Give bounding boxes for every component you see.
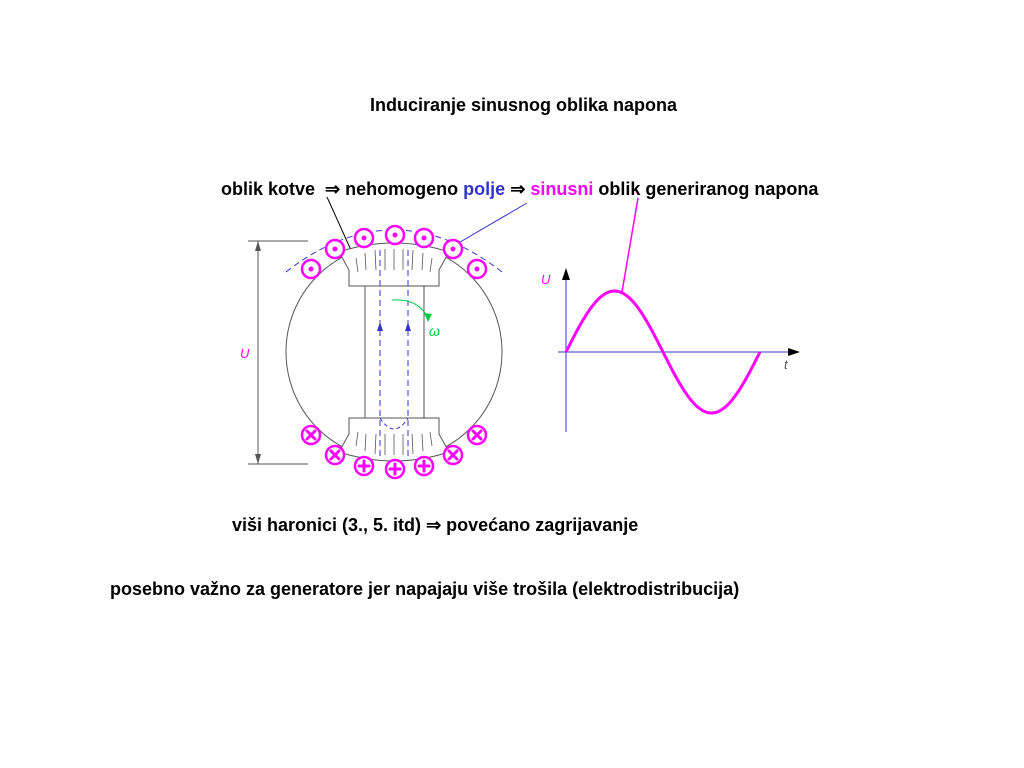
dimension-arrow-top <box>255 241 261 251</box>
text-sinusni: sinusni <box>530 179 594 199</box>
dimension-arrow-bottom <box>255 454 261 464</box>
graph-y-arrow <box>562 268 570 280</box>
note-line: posebno važno za generatore jer napajaju više trošila (elektrodistribucija) <box>110 579 740 599</box>
graph-y-label: U <box>541 272 551 287</box>
omega-label: ω <box>429 323 440 339</box>
graph-x-label: t <box>784 357 788 372</box>
text-polje: polje <box>463 179 506 199</box>
text-oblik-kotve: oblik kotve <box>221 179 316 199</box>
graph-x-arrow <box>788 348 800 356</box>
implies-arrow: ⇒ <box>426 515 442 535</box>
pointer-line-sinusni <box>622 198 638 292</box>
pointer-line-polje <box>455 203 527 245</box>
rotation-arrowhead <box>424 313 432 322</box>
text-zagrijavanje: povećano zagrijavanje <box>446 515 639 535</box>
rotor-shaft <box>365 286 424 418</box>
implies-arrow: ⇒ <box>510 179 526 199</box>
text-visi-harmonici: viši haronici (3., 5. itd) <box>232 515 422 535</box>
machine-voltage-label: U <box>240 346 250 361</box>
slide-title: Induciranje sinusnog oblika napona <box>370 95 678 115</box>
text-oblik-generiranog-napona: oblik generiranog napona <box>598 179 819 199</box>
text-nehomogeno: nehomogeno <box>345 179 459 199</box>
implies-arrow: ⇒ <box>325 179 341 199</box>
